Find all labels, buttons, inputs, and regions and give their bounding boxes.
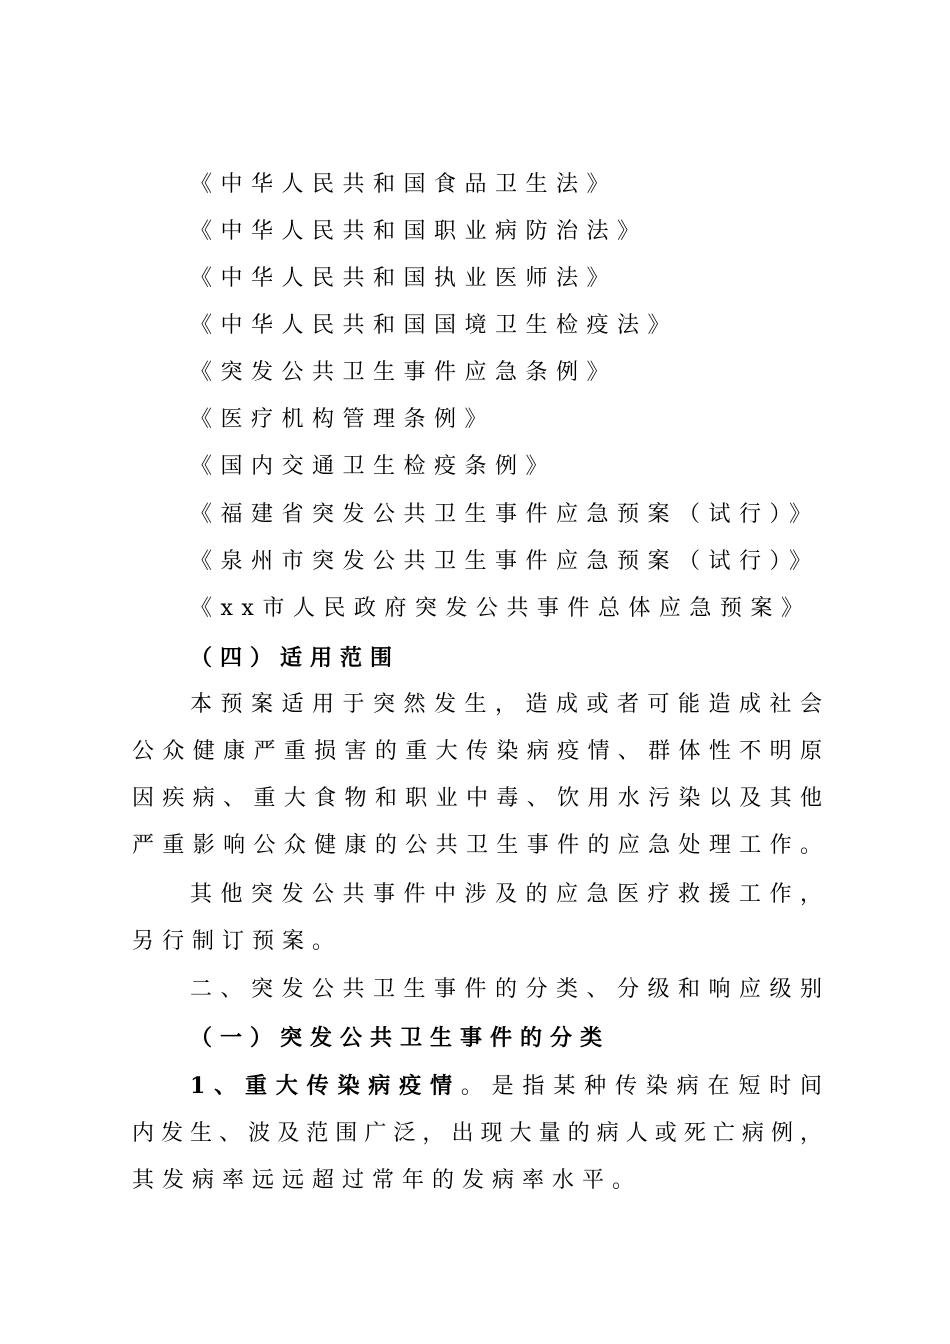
scope-paragraph-line: 公众健康严重损害的重大传染病疫情、群体性不明原 (132, 739, 822, 764)
sub-heading-classification: （一）突发公共卫生事件的分类 (190, 1025, 611, 1051)
scope-paragraph-line: 本预案适用于突然发生，造成或者可能造成社会 (190, 692, 822, 717)
item1-line (190, 1071, 822, 1102)
law-title-frontier-quarantine: 《中华人民共和国国境卫生检疫法》 (190, 313, 679, 338)
item1-line: 其发病率远远超过常年的发病率水平。 (132, 1168, 643, 1193)
law-title-food-hygiene: 《中华人民共和国食品卫生法》 (190, 172, 618, 197)
law-title-quanzhou-plan: 《泉州市突发公共卫生事件应急预案（试行）》 (190, 549, 820, 574)
scope-paragraph2-line: 其他突发公共事件中涉及的应急医疗救援工作， (190, 882, 822, 907)
law-title-domestic-traffic-quarantine: 《国内交通卫生检疫条例》 (190, 454, 557, 479)
law-title-fujian-plan: 《福建省突发公共卫生事件应急预案（试行）》 (190, 502, 820, 527)
item1-definition-start: 。是指某种传染病在短时间 (460, 1074, 822, 1099)
law-title-occupational-disease: 《中华人民共和国职业病防治法》 (190, 219, 648, 244)
item1-line: 内发生、波及范围广泛，出现大量的病人或死亡病例， (132, 1121, 822, 1146)
law-title-emergency-regulations: 《突发公共卫生事件应急条例》 (190, 360, 618, 385)
scope-paragraph2-line: 另行制订预案。 (132, 929, 343, 954)
section-heading-scope: （四）适用范围 (190, 645, 401, 671)
item1-term: 1、重大传染病疫情 (190, 1073, 461, 1099)
scope-paragraph-line: 因疾病、重大食物和职业中毒、饮用水污染以及其他 (132, 786, 822, 811)
chapter-title-classification: 二、突发公共卫生事件的分类、分级和响应级别 (190, 977, 822, 1002)
law-title-medical-institutions: 《医疗机构管理条例》 (190, 407, 496, 432)
law-title-city-general-plan: 《xx市人民政府突发公共事件总体应急预案》 (190, 596, 812, 621)
law-title-medical-practitioners: 《中华人民共和国执业医师法》 (190, 266, 618, 291)
scope-paragraph-line: 严重影响公众健康的公共卫生事件的应急处理工作。 (132, 833, 822, 858)
